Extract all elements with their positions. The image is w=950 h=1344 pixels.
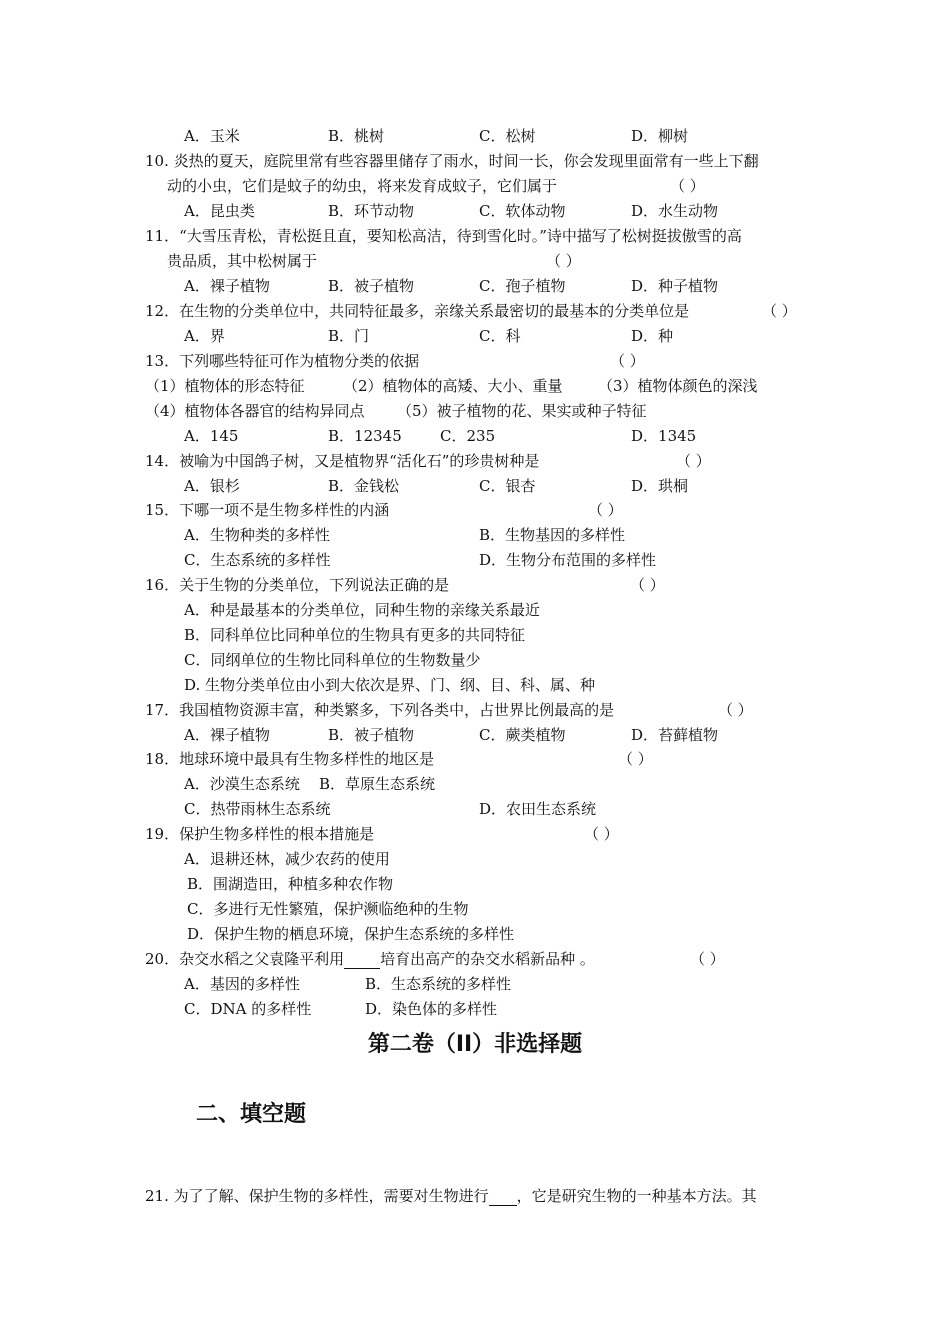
q16-option-d: D. 生物分类单位由小到大依次是界、门、纲、目、科、属、种 (184, 676, 596, 694)
q20-option-d: D．染色体的多样性 (365, 1000, 498, 1018)
q19-option-d: D．保护生物的栖息环境，保护生态系统的多样性 (187, 925, 515, 943)
q20-blank (344, 952, 380, 969)
q13-statement-5: （5）被子植物的花、果实或种子特征 (397, 402, 647, 420)
q11-option-c: C．孢子植物 (479, 277, 566, 295)
q10-option-b: B．环节动物 (328, 202, 415, 220)
q16-option-a: A．种是最基本的分类单位，同种生物的亲缘关系最近 (184, 601, 540, 619)
q13-option-b: B．12345 (328, 427, 402, 445)
q18-text: 18．地球环境中最具有生物多样性的地区是 (145, 750, 435, 768)
q10-text-line1: 10. 炎热的夏天，庭院里常有些容器里储存了雨水，时间一长，你会发现里面常有一些上下翻 (145, 152, 759, 170)
q14-option-a: A．银杉 (184, 477, 240, 495)
q17-option-d: D．苔藓植物 (631, 726, 719, 744)
q19-option-c: C．多进行无性繁殖，保护濒临绝种的生物 (187, 900, 469, 918)
q11-text-line1: 11．“大雪压青松，青松挺且直，要知松高洁，待到雪化时。”诗中描写了松树挺拔傲雪的高 (145, 227, 742, 245)
q12-text: 12．在生物的分类单位中，共同特征最多，亲缘关系最密切的最基本的分类单位是 (145, 302, 690, 320)
q20-option-a: A．基因的多样性 (184, 975, 300, 993)
q9-option-b: B．桃树 (328, 127, 385, 145)
q10-text-line2: 动的小虫，它们是蚊子的幼虫，将来发育成蚊子，它们属于 (167, 177, 558, 195)
q13-statement-3: （3）植物体颜色的深浅 (598, 377, 758, 395)
q20-option-c: C．DNA 的多样性 (184, 1000, 312, 1018)
q14-option-d: D．珙桐 (631, 477, 689, 495)
q10-option-d: D．水生动物 (631, 202, 719, 220)
q18-option-c: C．热带雨林生态系统 (184, 800, 331, 818)
q20-answer-paren: （ ） (690, 950, 725, 968)
q16-option-b: B．同科单位比同种单位的生物具有更多的共同特征 (184, 626, 526, 644)
q9-option-a: A．玉米 (184, 127, 240, 145)
q15-option-a: A．生物种类的多样性 (184, 526, 330, 544)
q13-option-a: A．145 (184, 427, 239, 445)
q19-option-a: A．退耕还林，减少农药的使用 (184, 850, 390, 868)
q20-text (145, 949, 595, 969)
q9-option-c: C．松树 (479, 127, 536, 145)
q18-option-a: A．沙漠生态系统 (184, 775, 300, 793)
q9-option-d: D．柳树 (631, 127, 689, 145)
q19-answer-paren: （ ） (584, 825, 619, 843)
q12-option-a: A．界 (184, 327, 225, 345)
q17-option-a: A．裸子植物 (184, 726, 270, 744)
q17-option-b: B．被子植物 (328, 726, 415, 744)
q16-option-c: C．同纲单位的生物比同科单位的生物数量少 (184, 651, 481, 669)
q12-answer-paren: （ ） (762, 302, 797, 320)
q14-option-c: C．银杏 (479, 477, 536, 495)
q19-text: 19．保护生物多样性的根本措施是 (145, 825, 375, 843)
q13-option-c: C．235 (440, 427, 496, 445)
q14-answer-paren: （ ） (676, 452, 711, 470)
q17-answer-paren: （ ） (718, 701, 753, 719)
q18-option-b: B．草原生态系统 (319, 775, 436, 793)
q11-answer-paren: （ ） (546, 252, 581, 270)
q12-option-b: B．门 (328, 327, 370, 345)
q15-text: 15．下哪一项不是生物多样性的内涵 (145, 501, 390, 519)
q18-answer-paren: （ ） (618, 750, 653, 768)
part-two-title: 第二卷（II）非选择题 (367, 1032, 583, 1057)
q21-text-end: ，它是研究生物的一种基本方法。其 (516, 1187, 757, 1205)
q15-option-c: C．生态系统的多样性 (184, 551, 331, 569)
q20-text-start: 20．杂交水稻之父袁隆平利用 (145, 950, 345, 968)
q11-text-line2: 贵品质，其中松树属于 (167, 252, 318, 270)
q10-option-a: A．昆虫类 (184, 202, 255, 220)
q14-text: 14．被喻为中国鸽子树，又是植物界“活化石”的珍贵树种是 (145, 452, 540, 470)
q16-answer-paren: （ ） (630, 576, 665, 594)
q15-option-b: B．生物基因的多样性 (479, 526, 626, 544)
q19-option-b: B．围湖造田，种植多种农作物 (187, 875, 394, 893)
q13-text: 13．下列哪些特征可作为植物分类的依据 (145, 352, 420, 370)
q21-blank (489, 1189, 517, 1206)
q12-option-d: D．种 (631, 327, 674, 345)
q17-text: 17．我国植物资源丰富，种类繁多，下列各类中，占世界比例最高的是 (145, 701, 615, 719)
q20-option-b: B．生态系统的多样性 (365, 975, 512, 993)
q13-option-d: D．1345 (631, 427, 697, 445)
q11-option-d: D．种子植物 (631, 277, 719, 295)
q21-text (145, 1186, 757, 1206)
q21-text-start: 21. 为了了解、保护生物的多样性，需要对生物进行 (145, 1187, 489, 1205)
q20-text-end: 培育出高产的杂交水稻新品种 。 (380, 950, 595, 968)
fill-in-section-title: 二、填空题 (196, 1102, 307, 1127)
q13-statement-1: （1）植物体的形态特征 (145, 377, 305, 395)
q13-answer-paren: （ ） (610, 352, 645, 370)
q11-option-b: B．被子植物 (328, 277, 415, 295)
q13-statement-2: （2）植物体的高矮、大小、重量 (343, 377, 563, 395)
q17-option-c: C．蕨类植物 (479, 726, 566, 744)
q15-option-d: D．生物分布范围的多样性 (479, 551, 657, 569)
q18-option-d: D．农田生态系统 (479, 800, 597, 818)
q12-option-c: C．科 (479, 327, 521, 345)
q13-statement-4: （4）植物体各器官的结构异同点 (145, 402, 365, 420)
q15-answer-paren: （ ） (588, 501, 623, 519)
q10-option-c: C．软体动物 (479, 202, 566, 220)
q11-option-a: A．裸子植物 (184, 277, 270, 295)
q14-option-b: B．金钱松 (328, 477, 400, 495)
q10-answer-paren: （ ） (670, 177, 705, 195)
q16-text: 16．关于生物的分类单位，下列说法正确的是 (145, 576, 450, 594)
